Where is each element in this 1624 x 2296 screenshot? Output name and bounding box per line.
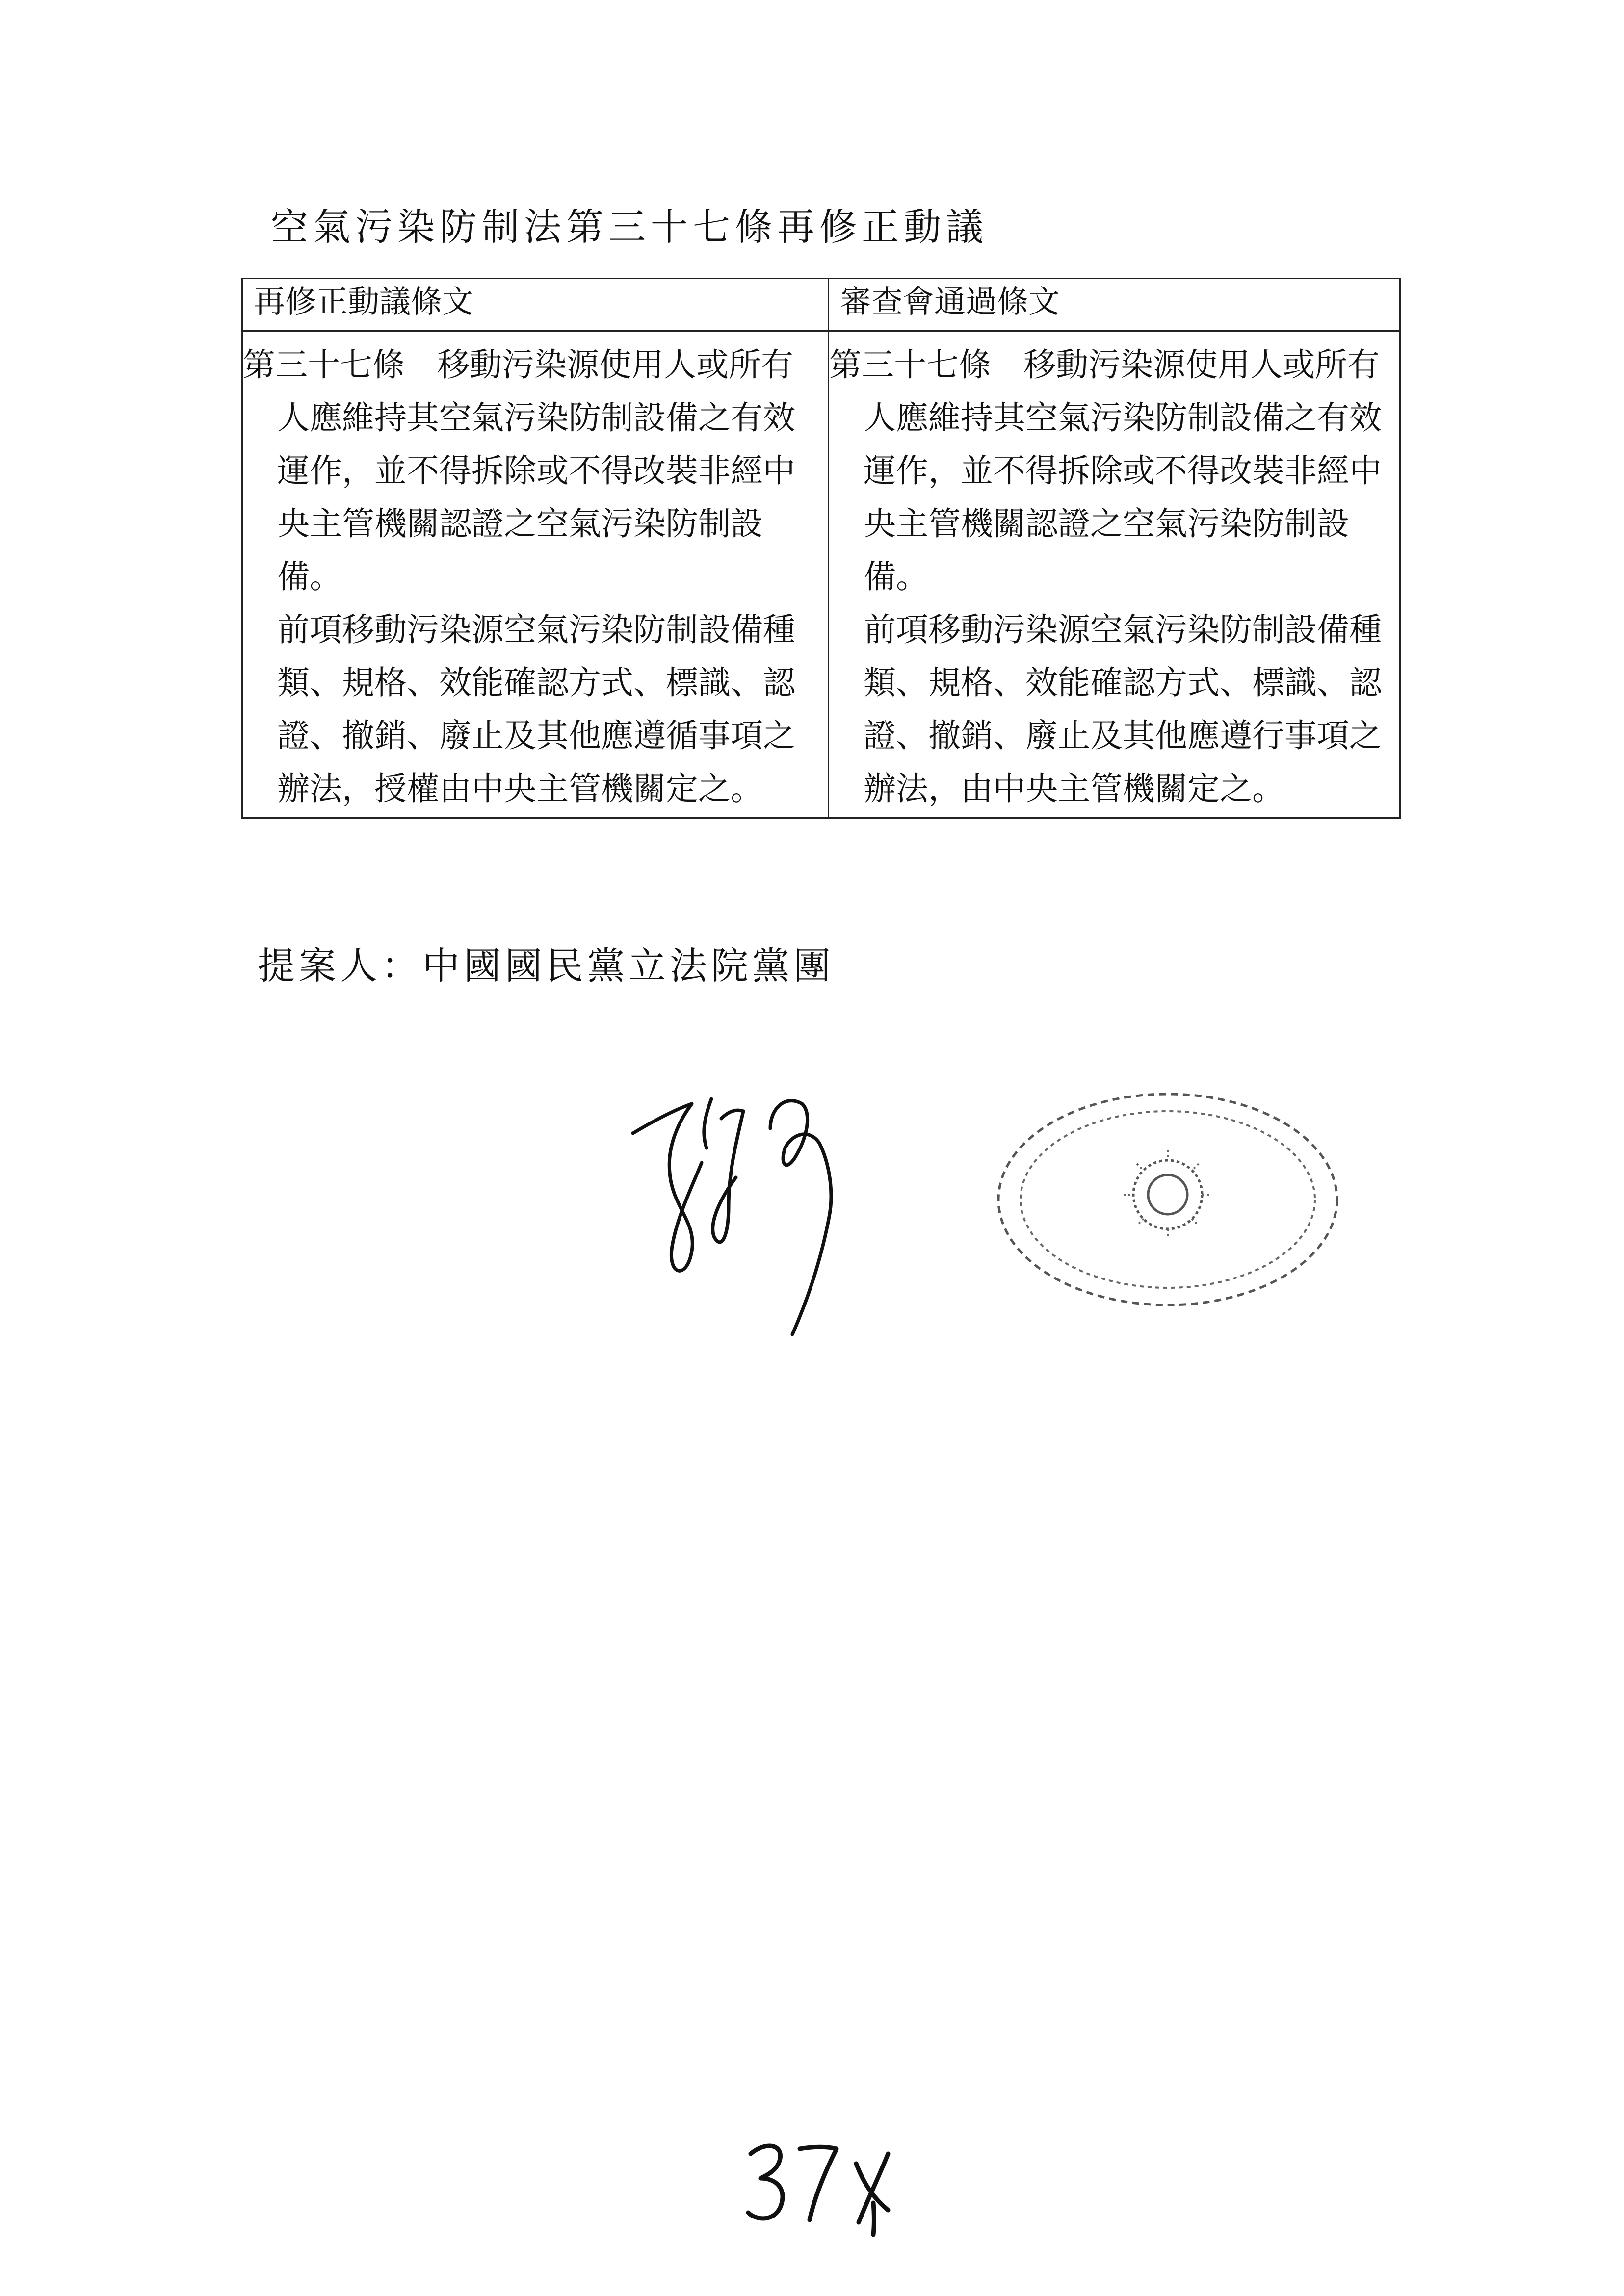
document-title: 空氣污染防制法第三十七條再修正動議 — [271, 205, 988, 249]
official-seal — [981, 1070, 1354, 1325]
committee-article-paragraph-2: 前項移動污染源空氣污染防制設備種類、規格、效能確認方式、標識、認證、撤銷、廢止及其他應遵行事項之辦法，由中央主管機關定之。 — [864, 611, 1382, 808]
handwritten-page-number — [741, 2129, 903, 2237]
committee-article-paragraph-1: 第三十七條 移動污染源使用人或所有人應維持其空氣污染防制設備之有效運作，並不得拆除或不得改裝非經中央主管機關認證之空氣污染防制設備。 — [829, 346, 1382, 596]
table-row — [242, 331, 1400, 818]
committee-passed-cell — [829, 331, 1400, 818]
proposer-line: 提案人：中國國民黨立法院黨團 — [258, 944, 835, 988]
revised-article-paragraph-2: 前項移動污染源空氣污染防制設備種類、規格、效能確認方式、標識、認證、撤銷、廢止及其他應遵循事項之辦法，授權由中央主管機關定之。 — [277, 611, 795, 808]
table-header-row — [242, 279, 1400, 331]
header-revised-motion: 再修正動議條文 — [242, 279, 829, 331]
handwritten-signature — [623, 1089, 898, 1344]
header-committee-passed: 審查會通過條文 — [829, 279, 1400, 331]
revised-article-paragraph-1: 第三十七條 移動污染源使用人或所有人應維持其空氣污染防制設備之有效運作，並不得拆除或不得改裝非經中央主管機關認證之空氣污染防制設備。 — [243, 346, 795, 596]
revised-motion-cell — [242, 331, 829, 818]
comparison-table — [241, 278, 1401, 819]
